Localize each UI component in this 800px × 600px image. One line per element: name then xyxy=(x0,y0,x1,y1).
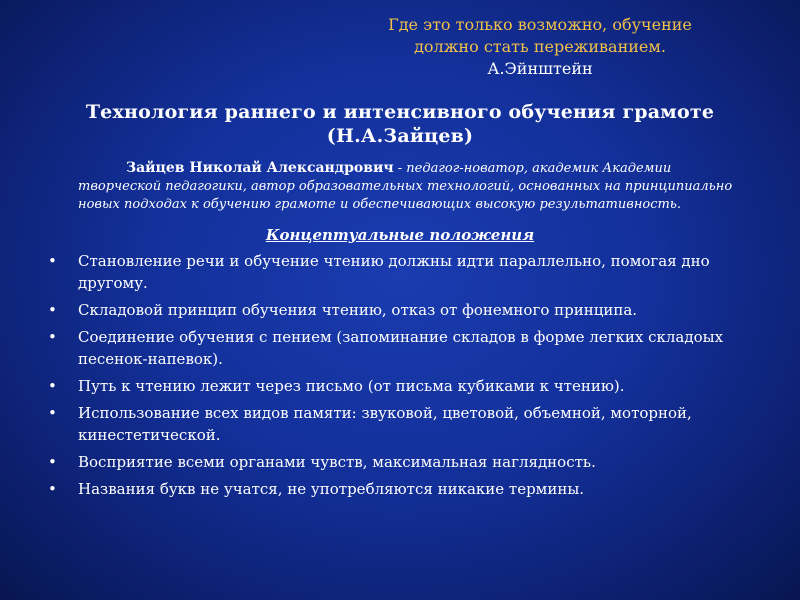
list-item xyxy=(48,451,748,473)
list-item xyxy=(48,402,748,446)
slide-title-line-1: Технология раннего и интенсивного обучения грамоте xyxy=(85,101,715,123)
list-item-text: Путь к чтению лежит через письмо (от письма кубиками к чтению). xyxy=(78,377,625,395)
concepts-list xyxy=(48,250,748,505)
slide-title xyxy=(40,100,760,148)
concepts-heading: Концептуальные положения xyxy=(265,226,535,244)
epigraph-quote xyxy=(300,14,780,80)
list-item-text: Складовой принцип обучения чтению, отказ от фонемного принципа. xyxy=(78,301,638,319)
list-item-text: Названия букв не учатся, не употребляются никакие термины. xyxy=(78,480,585,498)
list-item xyxy=(48,478,748,500)
bullet-icon: • xyxy=(48,404,57,422)
bullet-icon: • xyxy=(48,328,57,346)
author-intro xyxy=(78,159,758,214)
bullet-icon: • xyxy=(48,453,57,471)
list-item-text: Соединение обучения с пением (запоминание складов в форме легких складоых песенок-напевок). xyxy=(78,328,724,368)
slide-title-line-2: (Н.А.Зайцев) xyxy=(326,125,474,147)
list-item-text: Использование всех видов памяти: звуковой, цветовой, объемной, моторной, кинестетической. xyxy=(78,404,692,444)
bullet-icon: • xyxy=(48,252,57,270)
epigraph-line-2: должно стать переживанием. xyxy=(414,37,666,56)
bullet-icon: • xyxy=(48,480,57,498)
epigraph-line-1: Где это только возможно, обучение xyxy=(388,15,692,34)
list-item xyxy=(48,326,748,370)
list-item xyxy=(48,299,748,321)
author-name: Зайцев Николай Александрович xyxy=(126,160,394,176)
list-item xyxy=(48,250,748,294)
bullet-icon: • xyxy=(48,377,57,395)
author-description: - педагог-новатор, академик Академии творческой педагогики, автор образовательных технологий, основанных на принципиально новых подходах к обучению грамоте и обеспечивающих высокую результативность. xyxy=(78,161,733,212)
list-item-text: Восприятие всеми органами чувств, максимальная наглядность. xyxy=(78,453,596,471)
list-item xyxy=(48,375,748,397)
epigraph-author: А.Эйнштейн xyxy=(487,59,593,78)
list-item-text: Становление речи и обучение чтению должны идти параллельно, помогая дно другому. xyxy=(78,252,710,292)
bullet-icon: • xyxy=(48,301,57,319)
